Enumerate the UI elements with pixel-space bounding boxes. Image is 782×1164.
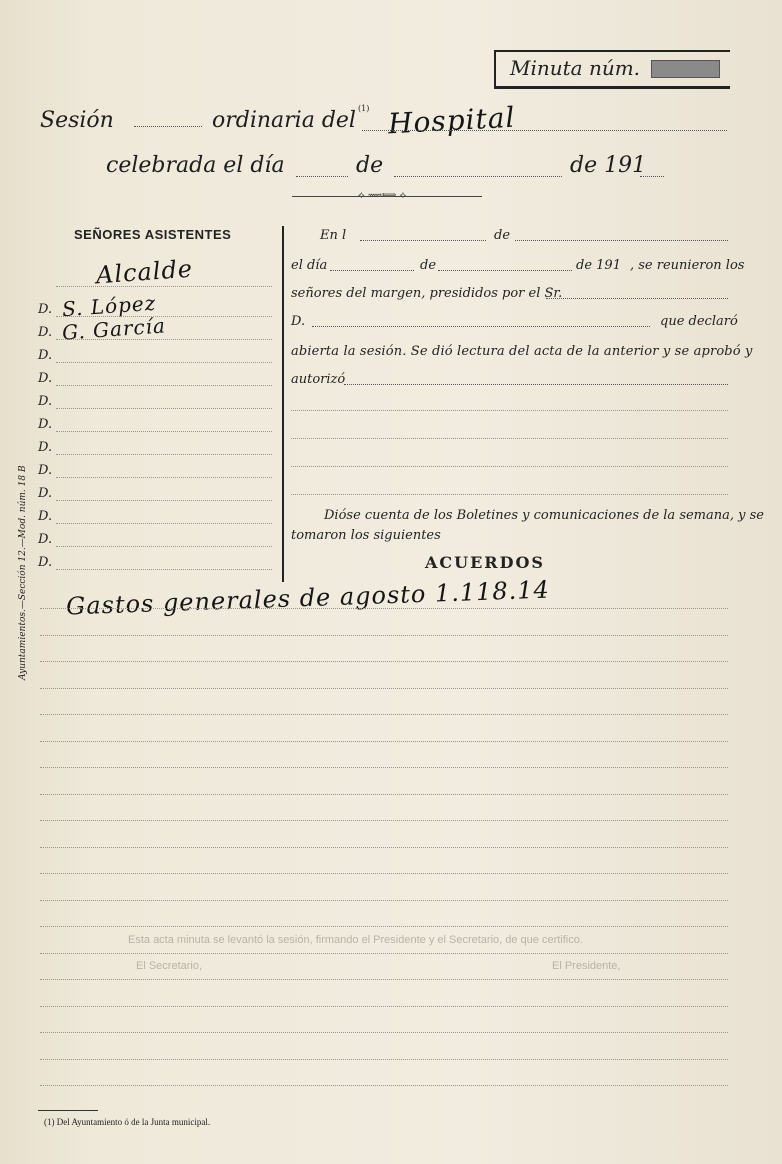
footnote: (1) Del Ayuntamiento ó de la Junta municipal. [44,1117,211,1127]
diose-cuenta-label: Dióse cuenta de los Boletines y comunicaciones de la semana, y se [324,508,764,523]
attendee-d-prefix: D. [38,325,53,340]
body-line-3 [291,466,728,467]
attendee-line [56,408,272,409]
acuerdos-line [40,1085,728,1086]
acuerdos-line [40,741,728,742]
attendee-line [56,286,272,287]
acuerdos-line [40,794,728,795]
el-dia-blank [330,270,414,271]
acuerdos-line [40,926,728,927]
attendee-d-prefix: D. [38,463,53,478]
presidente-blank [546,298,728,299]
que-declaro-label: que declaró [660,314,738,329]
de-blank-a [438,270,572,271]
acuerdos-line [40,714,728,715]
de-191-label: de 191 [570,153,647,178]
acuerdos-line [40,1032,728,1033]
de-191-label-body: de 191 [576,258,621,273]
handwritten-entry: Gastos generales de agosto 1.118.14 [65,575,551,621]
en-label: En l [320,228,347,243]
attendee-d-prefix: D. [38,555,53,570]
attendee-line [56,569,272,570]
senores-margen-label: señores del margen, presididos por el Sr. [291,286,563,301]
footnote-rule [38,1110,98,1111]
attendees-title: SEÑORES ASISTENTES [74,227,232,242]
attendee-d-prefix: D. [38,348,53,363]
attendee-line [56,431,272,432]
attendee-line [56,477,272,478]
column-divider [282,226,284,582]
sesion-blank [134,126,202,127]
mes-blank [394,176,562,177]
acuerdos-line [40,767,728,768]
de-label-1: de [356,153,384,178]
attendee-name-handwritten: S. López [61,290,157,322]
acuerdos-line [40,873,728,874]
attendee-d-prefix: D. [38,371,53,386]
attendee-line [56,500,272,501]
ornament-line [292,196,482,197]
acuerdos-line [40,661,728,662]
de-blank [515,240,728,241]
signature-closing-faint: Esta acta minuta se levantó la sesión, firmando el Presidente y el Secretario, de que certifico. [128,934,583,946]
attendee-line [56,546,272,547]
body-line-4 [291,494,728,495]
abierta-label: abierta la sesión. Se dió lectura del acta de la anterior y se aprobó y [291,344,753,359]
attendee-d-prefix: D. [38,302,53,317]
secretario-faint: El Secretario, [136,960,203,972]
sesion-label: Sesión [40,108,114,133]
ordinaria-label: ordinaria del [212,108,356,133]
body-line-1 [291,410,728,411]
en-blank [360,240,486,241]
acuerdos-line [40,820,728,821]
se-reunieron-label: , se reunieron los [630,258,745,273]
el-dia-label: el día [291,258,328,273]
institution-blank [362,130,727,131]
de-label-a: de [420,258,437,273]
attendee-d-prefix: D. [38,486,53,501]
de-label: de [494,228,511,243]
d-label-body: D. [291,314,306,329]
body-line-2 [291,438,728,439]
attendee-name-handwritten: G. García [61,313,167,345]
attendee-d-prefix: D. [38,509,53,524]
attendee-line [56,523,272,524]
acuerdos-line [40,847,728,848]
minuta-number-field [651,60,720,78]
year-blank [640,176,664,177]
autorizo-blank [344,384,728,385]
acuerdos-line [40,635,728,636]
acuerdos-line [40,608,728,609]
president-handwritten: Alcalde [95,254,194,290]
acuerdos-line [40,1006,728,1007]
attendee-d-prefix: D. [38,394,53,409]
attendee-d-prefix: D. [38,532,53,547]
autorizo-label: autorizó [291,372,346,387]
acuerdos-line [40,900,728,901]
institution-handwritten: Hospital [387,100,517,141]
acuerdos-line [40,979,728,980]
minuta-label: Minuta núm. [510,56,641,80]
dia-blank [296,176,348,177]
ornament-divider: ⟡ ⟿⟾ ⟡ [358,190,407,201]
attendee-line [56,362,272,363]
acuerdos-line [40,688,728,689]
attendee-d-prefix: D. [38,417,53,432]
attendee-line [56,454,272,455]
acuerdos-line [40,953,728,954]
acuerdos-title: ACUERDOS [425,553,545,572]
d-blank-body [312,326,650,327]
footnote-marker: (1) [358,104,370,113]
attendee-d-prefix: D. [38,440,53,455]
celebrada-label: celebrada el día [106,153,285,178]
acuerdos-line [40,1059,728,1060]
tomaron-label: tomaron los siguientes [291,528,441,543]
sidebar-form-id: Ayuntamientos.—Sección 12.—Mod. núm. 18 B [18,465,28,680]
presidente-faint: El Presidente, [552,960,621,972]
attendee-line [56,385,272,386]
